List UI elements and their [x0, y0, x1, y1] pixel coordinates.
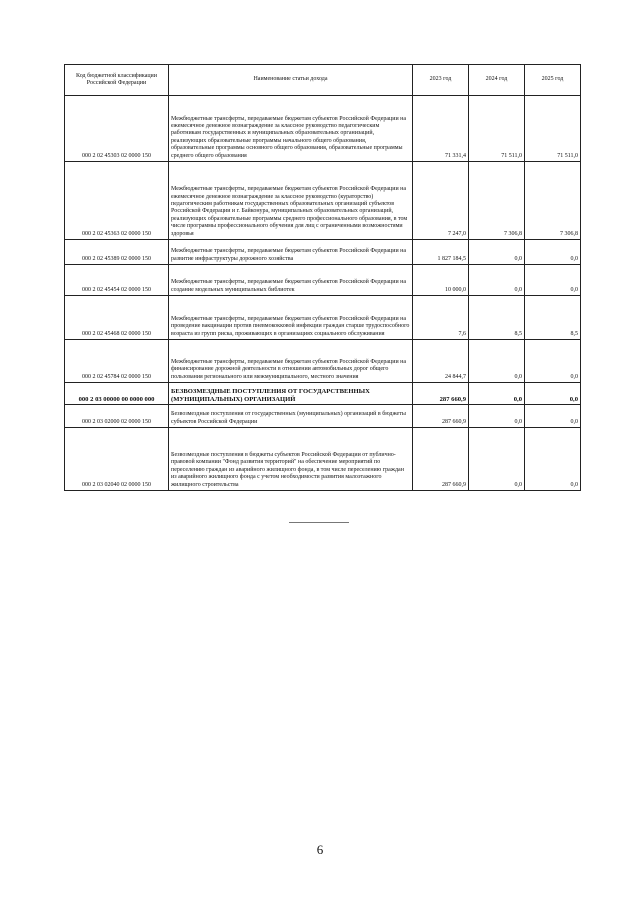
row-code: 000 2 02 45454 02 0000 150 — [65, 265, 169, 296]
table-row — [65, 296, 581, 340]
row-code: 000 2 02 45389 02 0000 150 — [65, 240, 169, 265]
row-name: Межбюджетные трансферты, передаваемые бюджетам субъектов Российской Федерации на развитие инфраструктуры дорожного хозяйства — [169, 240, 413, 265]
row-2025: 71 511,0 — [525, 96, 581, 162]
row-name: Безвозмездные поступления в бюджеты субъектов Российской Федерации от публично-правовой компании "Фонд развития территорий" на обеспечение мероприятий по переселению граждан из аварийного жилищного фонда, в том числе переселению граждан из аварийного жилищного фонда с учетом необходимости развития малоэтажного жилищного строительства — [169, 428, 413, 491]
row-2024: 0,0 — [469, 428, 525, 491]
row-code: 000 2 02 45784 02 0000 150 — [65, 340, 169, 383]
row-code: 000 2 02 45468 02 0000 150 — [65, 296, 169, 340]
row-name: Межбюджетные трансферты, передаваемые бюджетам субъектов Российской Федерации на ежемесячное денежное вознаграждение за классное руководство педагогическим работникам государственных и муниципальных образовательных организаций, реализующих образовательные программы начального общего образования, образовательные программы основного общего образования, образовательные программы среднего общего образования — [169, 96, 413, 162]
row-2023: 7 247,0 — [413, 162, 469, 240]
end-of-table-divider — [289, 522, 349, 523]
table-row — [65, 405, 581, 428]
row-2024: 0,0 — [469, 240, 525, 265]
row-2023: 7,6 — [413, 296, 469, 340]
table-row — [65, 96, 581, 162]
row-2025: 0,0 — [525, 340, 581, 383]
row-2025: 0,0 — [525, 405, 581, 428]
row-name: Межбюджетные трансферты, передаваемые бюджетам субъектов Российской Федерации на проведение вакцинации против пневмококковой инфекции граждан старше трудоспособного возраста из групп риска, проживающих в организациях социального обслуживания — [169, 296, 413, 340]
header-2025: 2025 год — [525, 65, 581, 96]
page-number: 6 — [316, 842, 324, 857]
table-body — [65, 96, 581, 491]
row-2025: 0,0 — [525, 265, 581, 296]
row-name: Межбюджетные трансферты, передаваемые бюджетам субъектов Российской Федерации на создание модельных муниципальных библиотек — [169, 265, 413, 296]
row-2023: 287 660,9 — [413, 428, 469, 491]
table-row — [65, 162, 581, 240]
row-2024: 0,0 — [469, 265, 525, 296]
row-2025: 0,0 — [525, 240, 581, 265]
table-row — [65, 383, 581, 405]
row-2023: 71 331,4 — [413, 96, 469, 162]
row-code: 000 2 03 00000 00 0000 000 — [65, 383, 169, 405]
header-2024: 2024 год — [469, 65, 525, 96]
header-code: Код бюджетной классификации Российской Федерации — [65, 65, 169, 96]
row-2024: 0,0 — [469, 340, 525, 383]
row-2023: 287 660,9 — [413, 383, 469, 405]
row-2023: 287 660,9 — [413, 405, 469, 428]
row-code: 000 2 02 45303 02 0000 150 — [65, 96, 169, 162]
row-2024: 0,0 — [469, 405, 525, 428]
row-2025: 0,0 — [525, 428, 581, 491]
row-2024: 8,5 — [469, 296, 525, 340]
table-header — [65, 65, 581, 96]
row-code: 000 2 03 02040 02 0000 150 — [65, 428, 169, 491]
row-name: Безвозмездные поступления от государственных (муниципальных) организаций в бюджеты субъектов Российской Федерации — [169, 405, 413, 428]
row-code: 000 2 02 45363 02 0000 150 — [65, 162, 169, 240]
header-2023: 2023 год — [413, 65, 469, 96]
row-code: 000 2 03 02000 02 0000 150 — [65, 405, 169, 428]
row-2024: 0,0 — [469, 383, 525, 405]
header-name: Наименование статьи дохода — [169, 65, 413, 96]
row-2025: 0,0 — [525, 383, 581, 405]
row-2025: 8,5 — [525, 296, 581, 340]
row-name: Межбюджетные трансферты, передаваемые бюджетам субъектов Российской Федерации на ежемесячное денежное вознаграждение за классное руководство (кураторство) педагогическим работникам государственных образовательных организаций субъектов Российской Федерации и г. Байконура, муниципальных образовательных организаций, реализующих образовательные программы среднего профессионального образования, в том числе программы профессионального обучения для лиц с ограниченными возможностями здоровья — [169, 162, 413, 240]
row-2023: 10 000,0 — [413, 265, 469, 296]
row-2024: 71 511,0 — [469, 96, 525, 162]
table-row — [65, 428, 581, 491]
row-2023: 24 844,7 — [413, 340, 469, 383]
row-2023: 1 827 184,5 — [413, 240, 469, 265]
row-name: БЕЗВОЗМЕЗДНЫЕ ПОСТУПЛЕНИЯ ОТ ГОСУДАРСТВЕННЫХ (МУНИЦИПАЛЬНЫХ) ОРГАНИЗАЦИЙ — [169, 383, 413, 405]
row-2025: 7 306,8 — [525, 162, 581, 240]
table-row — [65, 265, 581, 296]
table-row — [65, 340, 581, 383]
header-row — [65, 65, 581, 96]
revenue-table — [64, 64, 581, 491]
table-row — [65, 240, 581, 265]
row-2024: 7 306,8 — [469, 162, 525, 240]
row-name: Межбюджетные трансферты, передаваемые бюджетам субъектов Российской Федерации на финансирование дорожной деятельности в отношении автомобильных дорог общего пользования регионального или межмуниципального, местного значения — [169, 340, 413, 383]
